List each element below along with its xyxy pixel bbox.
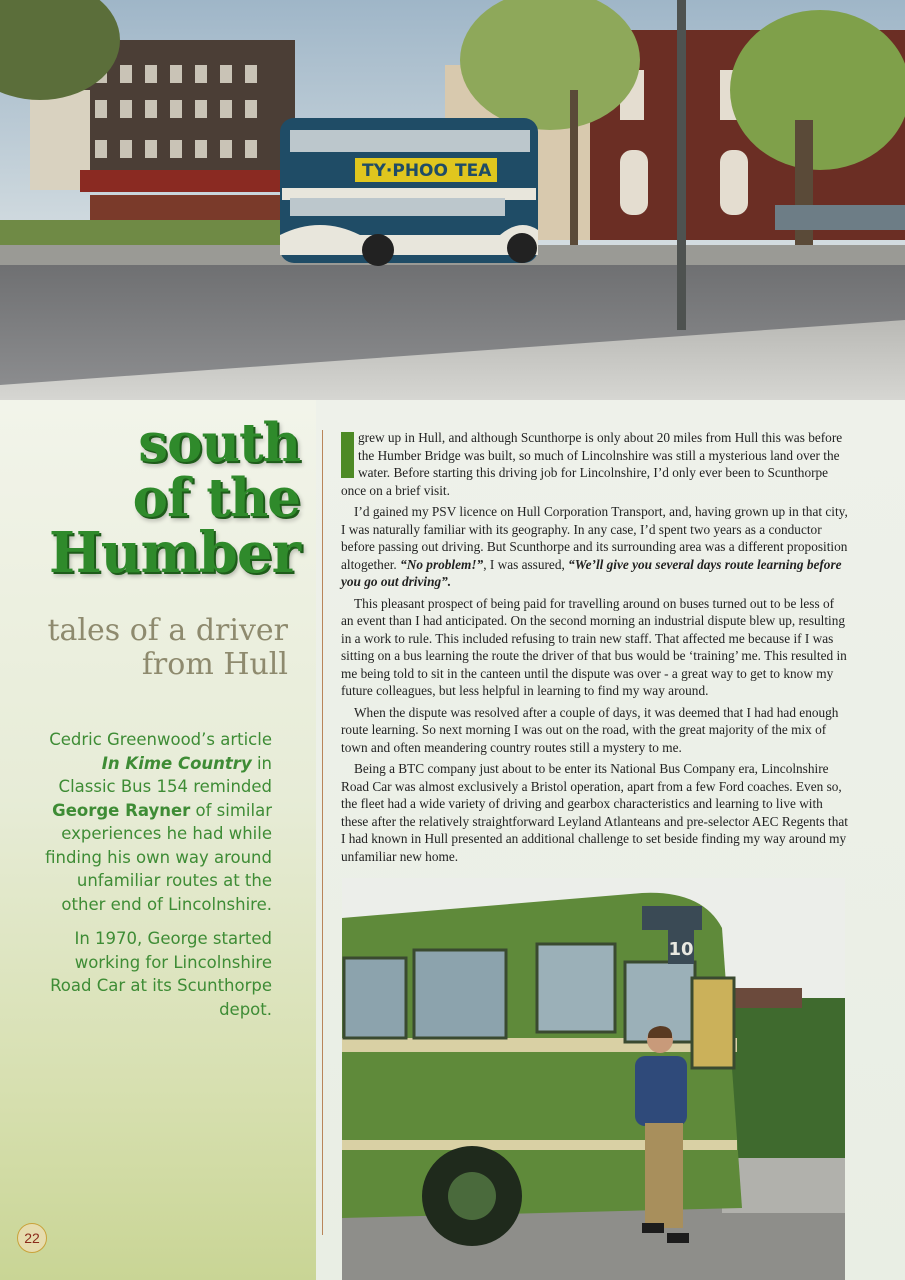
article-text: grew up in Hull, and although Scunthorpe is only about 20 miles from Hull this was before the Humber Bridge was built, so much of Lincolnshire was still a mysterious land over the water. Before starting this driving job for Lincolnshire, I’d only ever been to Scunthorpe once on a brief visit. (341, 430, 843, 498)
drop-cap (341, 432, 354, 478)
subhead-line-2: from Hull (141, 647, 288, 682)
subhead-line-1: tales of a driver (47, 613, 288, 648)
headline-line-3: Humber (48, 520, 300, 586)
standfirst-paragraph-1 (40, 728, 272, 916)
article-paragraph-5: Being a BTC company just about to be enter its National Bus Company era, Lincolnshire Road Car was almost exclusively a Bristol operation, apart from a few Ford coaches. Even so, the fleet had a wide variety of driving and gearbox characteristics and learning to live with these after the relatively straightforward Leyland Atlanteans and pre-selector AEC Regents that I had known in Hull presented an additional challenge to set beside finding my way around my unfamiliar new home. (341, 761, 848, 864)
article-paragraph-2 (341, 503, 849, 591)
author-name: George Rayner (52, 800, 191, 820)
article-body (341, 429, 849, 869)
quote: “No problem!” (400, 556, 484, 572)
article-paragraph-1 (341, 429, 849, 499)
bus-advert-tea: TEA (455, 161, 492, 181)
headline (48, 412, 300, 586)
column-divider (322, 430, 323, 1235)
article-text: I’d gained my PSV licence on Hull Corporation Transport, and, having grown up in that city, I was naturally familiar with its geography. In any case, I’d spent two years as a conductor before passing out driving. But Scunthorpe and its surrounding area was a different proposition altogether. (341, 504, 848, 572)
bus-advert-main: TY·PHOO (362, 161, 448, 181)
standfirst (40, 728, 272, 1032)
standfirst-text: Cedric Greenwood’s article (49, 730, 272, 749)
standfirst-text: in Classic Bus 154 reminded (58, 753, 272, 796)
page-number: 22 (17, 1223, 47, 1253)
hero-photo (0, 0, 905, 400)
headline-line-1: south (138, 412, 300, 474)
headline-line-2: of the (132, 467, 300, 529)
bus-photo (342, 878, 845, 1280)
article-paragraph-3: This pleasant prospect of being paid for travelling around on buses turned out to be less of an event than I had anticipated. On the second morning an industrial dispute blew up, resulting in a work to rule. This included refusing to train new staff. That affected me because if I was sitting on a bus learning the route the driver of that bus would be ‘training’ me. This resulted in me being told to sit in the canteen until the dispute was over - a great way to get to know my future colleagues, but less helpful in learning to find my way around. (341, 595, 847, 698)
quote: “We’ll give you several days route learning before you go out driving”. (341, 556, 842, 589)
subhead (47, 614, 288, 682)
article-text: , I was assured, (483, 556, 569, 572)
standfirst-paragraph-2: In 1970, George started working for Lincolnshire Road Car at its Scunthorpe depot. (50, 929, 272, 1019)
article-paragraph-4: When the dispute was resolved after a couple of days, it was deemed that I had had enough route learning. So next morning I was out on the road, with the great majority of the mix of town and often meandering country routes still a mystery to me. (341, 704, 839, 755)
referenced-article-title: In Kime Country (101, 753, 252, 773)
destination-number: 10 (668, 939, 694, 960)
standfirst-text: of similar experiences he had while finding his own way around unfamiliar routes at the other end of Lincolnshire. (45, 800, 272, 914)
